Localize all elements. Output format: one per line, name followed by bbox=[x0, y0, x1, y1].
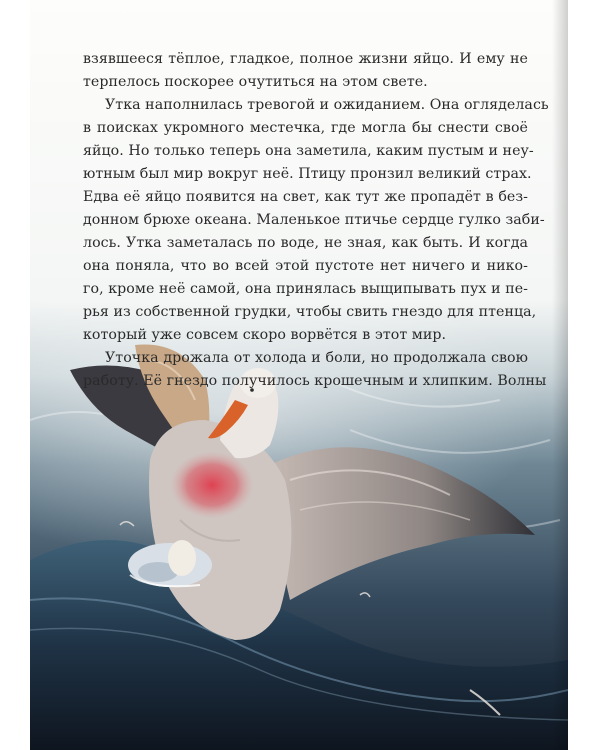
text-line: Уточка дрожала от холода и боли, но продолжала свою bbox=[105, 350, 528, 366]
text-line: рья из собственной грудки, чтобы свить гнездо для птенца, bbox=[83, 304, 537, 320]
text-line: го, кроме неё самой, она принялась выщипывать пух и пе- bbox=[83, 281, 528, 297]
text-line: Утка наполнилась тревогой и ожиданием. Она огляделась bbox=[105, 97, 549, 113]
text-line: ютным был мир вокруг неё. Птицу пронзил великий страх. bbox=[83, 166, 532, 182]
text-line: терпелось поскорее очутиться на этом свете. bbox=[83, 74, 428, 90]
text-line: в поисках укромного местечка, где могла бы снести своё bbox=[83, 120, 528, 136]
text-line: работу. Её гнездо получилось крошечным и хлипким. Волны bbox=[83, 373, 547, 389]
text-line: который уже совсем скоро ворвётся в этот мир. bbox=[83, 327, 447, 343]
text-line: она поняла, что во всей этой пустоте нет ничего и нико- bbox=[83, 258, 528, 274]
text-line: лось. Утка заметалась по воде, не зная, как быть. И когда bbox=[83, 235, 528, 251]
book-page bbox=[30, 0, 568, 750]
text-line: донном брюхе океана. Маленькое птичье сердце гулко заби- bbox=[83, 212, 545, 228]
paragraph bbox=[83, 347, 547, 393]
text-line: взявшееся тёплое, гладкое, полное жизни яйцо. И ему не bbox=[83, 51, 528, 67]
paragraph bbox=[83, 94, 549, 347]
text-line: Едва её яйцо появится на свет, как тут же пропадёт в без- bbox=[83, 189, 528, 205]
egg bbox=[168, 540, 196, 576]
page-edge-shadow bbox=[552, 0, 568, 750]
story-text bbox=[83, 48, 549, 393]
paragraph bbox=[83, 48, 528, 94]
text-line: яйцо. Но только теперь она заметила, каким пустым и неу- bbox=[83, 143, 534, 159]
